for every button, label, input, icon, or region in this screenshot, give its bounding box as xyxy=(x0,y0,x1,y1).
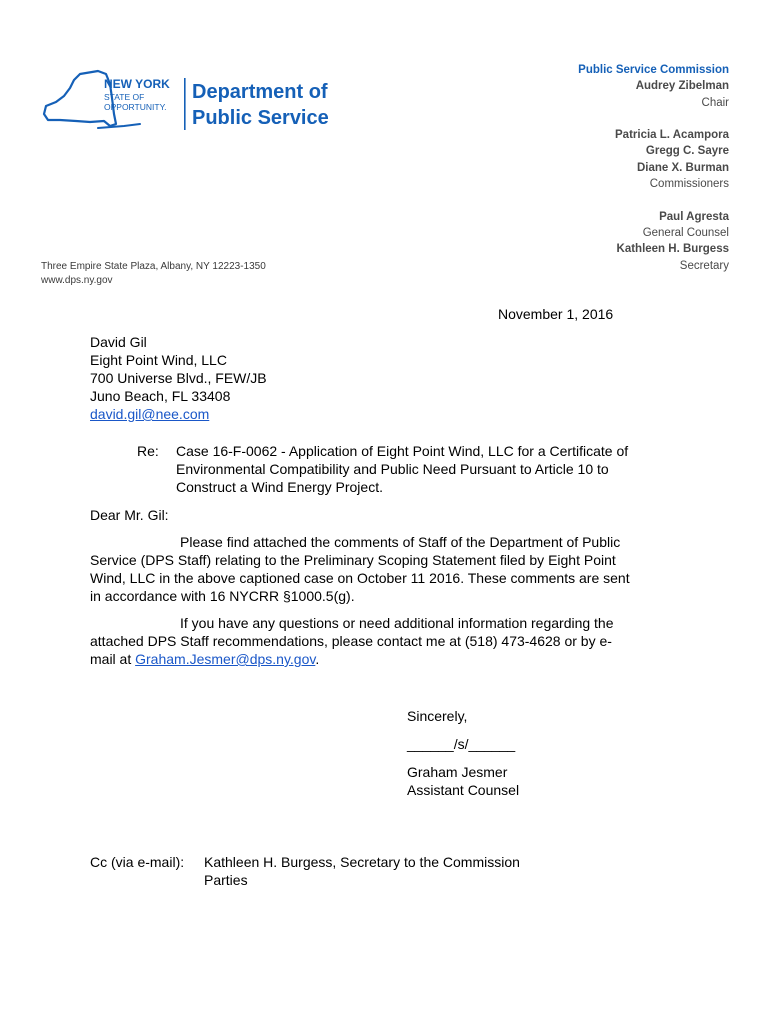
commissioner-name: Diane X. Burman xyxy=(636,161,729,174)
cc-recipient: Kathleen H. Burgess, Secretary to the Commission xyxy=(204,854,520,870)
cc-list xyxy=(204,853,520,889)
state-line1: NEW YORK xyxy=(104,77,170,91)
website: www.dps.ny.gov xyxy=(41,275,113,286)
secretary-title: Secretary xyxy=(679,259,729,272)
chair-name: Audrey Zibelman xyxy=(635,80,729,93)
closing: Sincerely, xyxy=(407,708,468,724)
paragraph-line: in accordance with 16 NYCRR §1000.5(g). xyxy=(90,588,355,604)
office-address: Three Empire State Plaza, Albany, NY 12223-1350 xyxy=(41,261,266,272)
recipient-email-link[interactable]: david.gil@nee.com xyxy=(90,406,210,422)
re-label: Re: xyxy=(137,443,159,459)
paragraph-line: Please find attached the comments of Staff of the Department of Public xyxy=(180,534,621,550)
commission-roster xyxy=(469,62,729,274)
commissioner-name: Gregg C. Sayre xyxy=(645,145,729,158)
recipient-street: 700 Universe Blvd., FEW/JB xyxy=(90,370,267,386)
paragraph-line: Service (DPS Staff) relating to the Preliminary Scoping Statement filed by Eight Point xyxy=(90,552,616,568)
commissioner-name: Patricia L. Acampora xyxy=(615,129,729,142)
counsel-name: Paul Agresta xyxy=(659,210,729,223)
signature-line: ______/s/______ xyxy=(407,736,516,752)
paragraph-line: Wind, LLC in the above captioned case on October 11 2016. These comments are sent xyxy=(90,570,630,586)
cc-label: Cc (via e-mail): xyxy=(90,854,185,870)
re-line: Construct a Wind Energy Project. xyxy=(176,479,383,495)
paragraph-line: If you have any questions or need additional information regarding the xyxy=(180,615,614,631)
commission-heading: Public Service Commission xyxy=(578,64,729,76)
chair-title: Chair xyxy=(701,96,729,109)
signer-name: Graham Jesmer xyxy=(407,764,508,780)
recipient-name: David Gil xyxy=(90,334,147,350)
dps-logo xyxy=(40,66,350,138)
recipient-city: Juno Beach, FL 33408 xyxy=(90,388,231,404)
counsel-title: General Counsel xyxy=(642,226,729,239)
letter-date: November 1, 2016 xyxy=(498,306,614,322)
paragraph-line: mail at Graham.Jesmer@dps.ny.gov. xyxy=(90,651,320,667)
re-subject xyxy=(176,442,696,496)
salutation: Dear Mr. Gil: xyxy=(90,507,169,523)
commissioners-title: Commissioners xyxy=(649,178,729,191)
cc-recipient: Parties xyxy=(204,872,248,888)
re-line: Environmental Compatibility and Public Need Pursuant to Article 10 to xyxy=(176,461,609,477)
secretary-name: Kathleen H. Burgess xyxy=(616,243,729,256)
re-line: Case 16-F-0062 - Application of Eight Point Wind, LLC for a Certificate of xyxy=(176,443,629,459)
dept-line1: Department of xyxy=(192,81,328,103)
recipient-block xyxy=(90,333,267,423)
body-paragraph-2 xyxy=(90,614,690,668)
dept-line2: Public Service xyxy=(192,107,329,129)
signer-title: Assistant Counsel xyxy=(407,782,520,798)
contact-email-link[interactable]: Graham.Jesmer@dps.ny.gov xyxy=(135,651,316,667)
paragraph-line: attached DPS Staff recommendations, please contact me at (518) 473-4628 or by e- xyxy=(90,633,612,649)
recipient-company: Eight Point Wind, LLC xyxy=(90,352,227,368)
state-line2: STATE OF xyxy=(104,92,145,102)
body-paragraph-1 xyxy=(90,533,690,605)
state-line3: OPPORTUNITY. xyxy=(104,102,167,112)
